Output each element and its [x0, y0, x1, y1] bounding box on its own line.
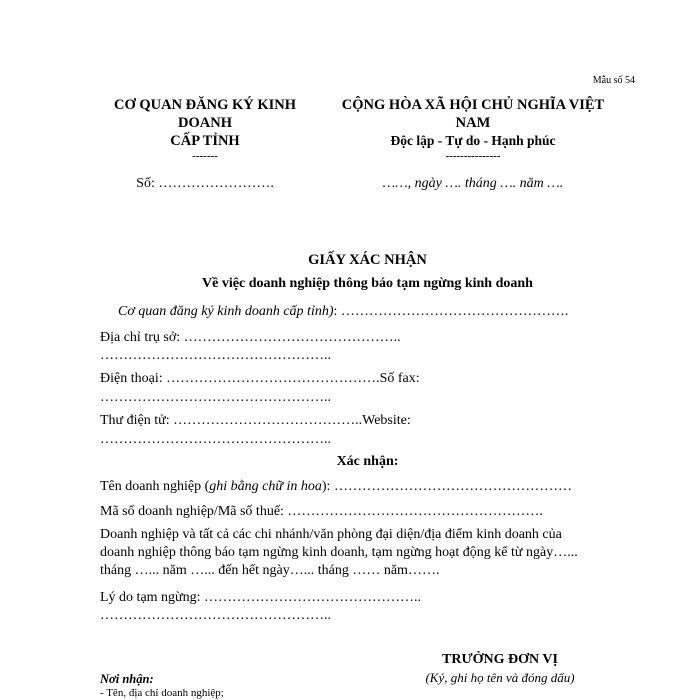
signer-title: TRƯỞNG ĐƠN VỊ: [442, 652, 558, 667]
company-name-field: [100, 477, 640, 497]
issuing-agency-header: [100, 96, 310, 162]
national-motto: Độc lập - Tự do - Hạnh phúc: [390, 133, 556, 148]
document-subtitle: Về việc doanh nghiệp thông báo tạm ngừng kinh doanh: [202, 276, 533, 291]
reason-field-cont: …………………………………………..: [100, 608, 331, 623]
paragraph-line-1: Doanh nghiệp và tất cả các chi nhánh/văn phòng đại diện/địa điểm kinh doanh của: [100, 527, 562, 542]
agency-line-3: CẤP TỈNH: [170, 133, 240, 149]
recipients-title: Nơi nhận:: [100, 672, 154, 686]
agency-field-dots: : ………………………………………….: [333, 304, 569, 319]
tax-code-field: Mã số doanh nghiệp/Mã số thuế: ……………………………………………….: [100, 504, 543, 519]
company-name-prefix: Tên doanh nghiệp (: [100, 479, 210, 494]
company-name-suffix: ): ……………………………………………: [321, 479, 572, 494]
phone-fax-field-cont: …………………………………………..: [100, 390, 331, 405]
document-title: GIẤY XÁC NHẬN: [308, 252, 427, 268]
email-website-field: Thư điện tử: …………………………………..Website:: [100, 413, 411, 428]
national-header: [328, 96, 618, 162]
company-name-hint: ghi bằng chữ in hoa: [209, 479, 322, 494]
agency-field-label: Cơ quan đăng ký kinh doanh cấp tỉnh): [118, 304, 334, 319]
email-website-field-cont: …………………………………………..: [100, 432, 331, 447]
address-field: Địa chỉ trụ sở: ………………………………………..: [100, 330, 401, 345]
document-date: ……, ngày …. tháng …. năm ….: [382, 176, 564, 191]
address-field-cont: …………………………………………..: [100, 348, 331, 363]
phone-fax-field: Điện thoại: ……………………………………….Số fax:: [100, 371, 420, 386]
confirm-heading: Xác nhận:: [336, 454, 399, 469]
agency-line-1: CƠ QUAN ĐĂNG KÝ KINH: [113, 97, 297, 113]
document-number: Số: …………………….: [136, 176, 274, 191]
national-line-1: CỘNG HÒA XÃ HỘI CHỦ NGHĨA VIỆT: [341, 97, 605, 113]
paragraph-line-3: tháng …... năm …... đến hết ngày…... tháng …… năm…….: [100, 563, 440, 578]
signer-note: (Ký, ghi họ tên và đóng dấu): [425, 670, 575, 685]
recipients-item-1: - Tên, địa chỉ doanh nghiệp;: [100, 687, 224, 699]
form-number: Mẫu số 54: [592, 75, 635, 86]
national-divider: ---------------: [445, 150, 501, 162]
agency-divider: -------: [192, 150, 218, 162]
suspension-paragraph: [100, 526, 635, 580]
paragraph-line-2: doanh nghiệp thông báo tạm ngừng kinh doanh, tạm ngừng hoạt động kể từ ngày…...: [100, 545, 578, 560]
agency-line-2: DOANH: [178, 115, 232, 131]
national-line-2: NAM: [455, 115, 491, 131]
agency-field: [118, 302, 658, 322]
reason-field: Lý do tạm ngừng: ………………………………………..: [100, 590, 422, 605]
